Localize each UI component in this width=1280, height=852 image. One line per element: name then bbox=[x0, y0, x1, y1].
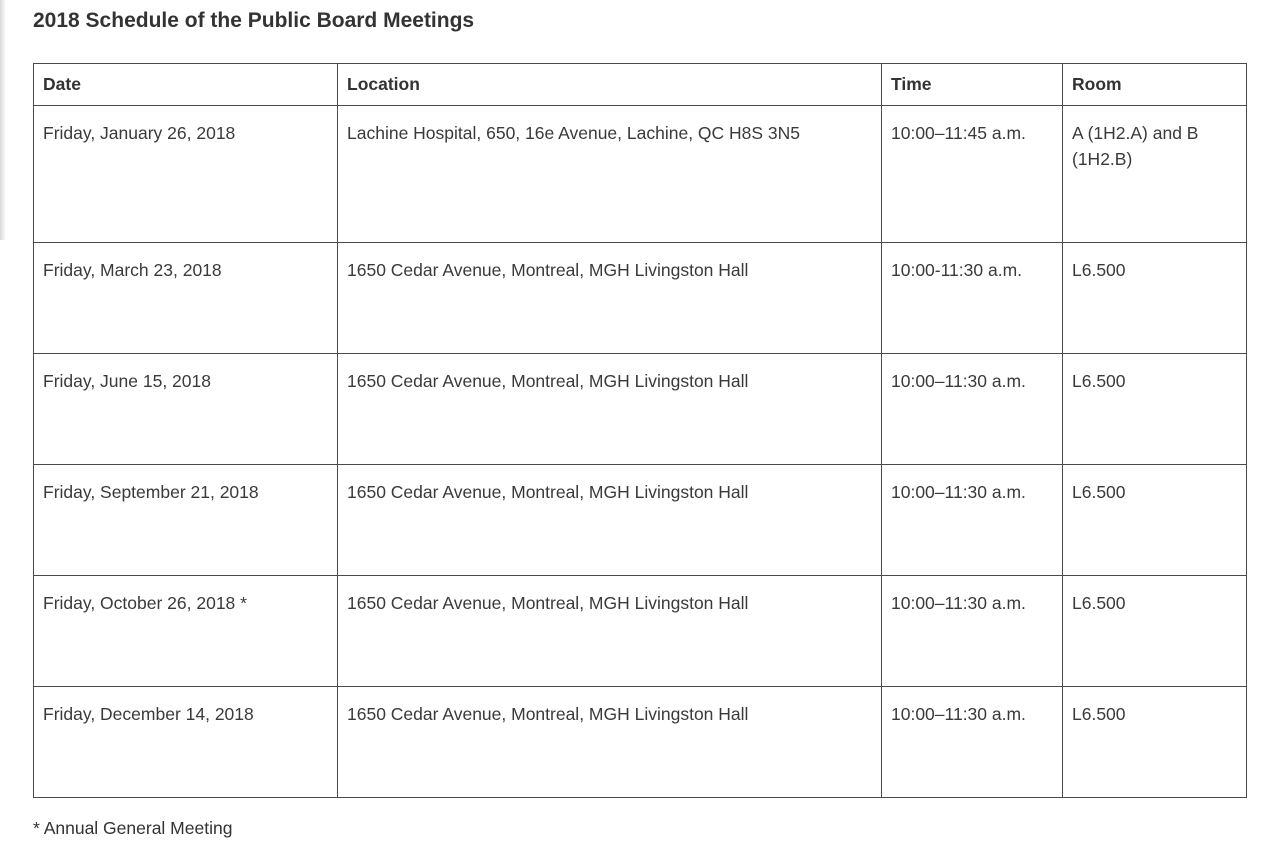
room-cell: A (1H2.A) and B (1H2.B) bbox=[1063, 106, 1247, 243]
column-header-location: Location bbox=[338, 64, 882, 106]
date-cell: Friday, June 15, 2018 bbox=[34, 354, 338, 465]
date-cell: Friday, January 26, 2018 bbox=[34, 106, 338, 243]
table-row bbox=[34, 243, 1247, 354]
room-cell: L6.500 bbox=[1063, 576, 1247, 687]
time-cell: 10:00–11:30 a.m. bbox=[882, 576, 1063, 687]
table-row bbox=[34, 465, 1247, 576]
room-cell: L6.500 bbox=[1063, 243, 1247, 354]
location-cell: Lachine Hospital, 650, 16e Avenue, Lachine, QC H8S 3N5 bbox=[338, 106, 882, 243]
date-cell: Friday, December 14, 2018 bbox=[34, 687, 338, 798]
time-cell: 10:00–11:30 a.m. bbox=[882, 465, 1063, 576]
table-row bbox=[34, 687, 1247, 798]
column-header-room: Room bbox=[1063, 64, 1247, 106]
room-cell: L6.500 bbox=[1063, 354, 1247, 465]
time-cell: 10:00–11:45 a.m. bbox=[882, 106, 1063, 243]
page-edge-shadow bbox=[0, 0, 6, 240]
table-row bbox=[34, 576, 1247, 687]
column-header-time: Time bbox=[882, 64, 1063, 106]
time-cell: 10:00–11:30 a.m. bbox=[882, 687, 1063, 798]
time-cell: 10:00-11:30 a.m. bbox=[882, 243, 1063, 354]
location-cell: 1650 Cedar Avenue, Montreal, MGH Livingston Hall bbox=[338, 243, 882, 354]
table-row bbox=[34, 354, 1247, 465]
column-header-date: Date bbox=[34, 64, 338, 106]
table-header-row bbox=[34, 64, 1247, 106]
location-cell: 1650 Cedar Avenue, Montreal, MGH Livingston Hall bbox=[338, 687, 882, 798]
room-cell: L6.500 bbox=[1063, 687, 1247, 798]
date-cell: Friday, September 21, 2018 bbox=[34, 465, 338, 576]
date-cell: Friday, October 26, 2018 * bbox=[34, 576, 338, 687]
table-row bbox=[34, 106, 1247, 243]
location-cell: 1650 Cedar Avenue, Montreal, MGH Livingston Hall bbox=[338, 354, 882, 465]
footnote: * Annual General Meeting bbox=[33, 818, 233, 838]
time-cell: 10:00–11:30 a.m. bbox=[882, 354, 1063, 465]
meeting-schedule-table bbox=[33, 63, 1247, 798]
location-cell: 1650 Cedar Avenue, Montreal, MGH Livingston Hall bbox=[338, 576, 882, 687]
page-title: 2018 Schedule of the Public Board Meetings bbox=[33, 9, 475, 32]
room-cell: L6.500 bbox=[1063, 465, 1247, 576]
date-cell: Friday, March 23, 2018 bbox=[34, 243, 338, 354]
location-cell: 1650 Cedar Avenue, Montreal, MGH Livingston Hall bbox=[338, 465, 882, 576]
